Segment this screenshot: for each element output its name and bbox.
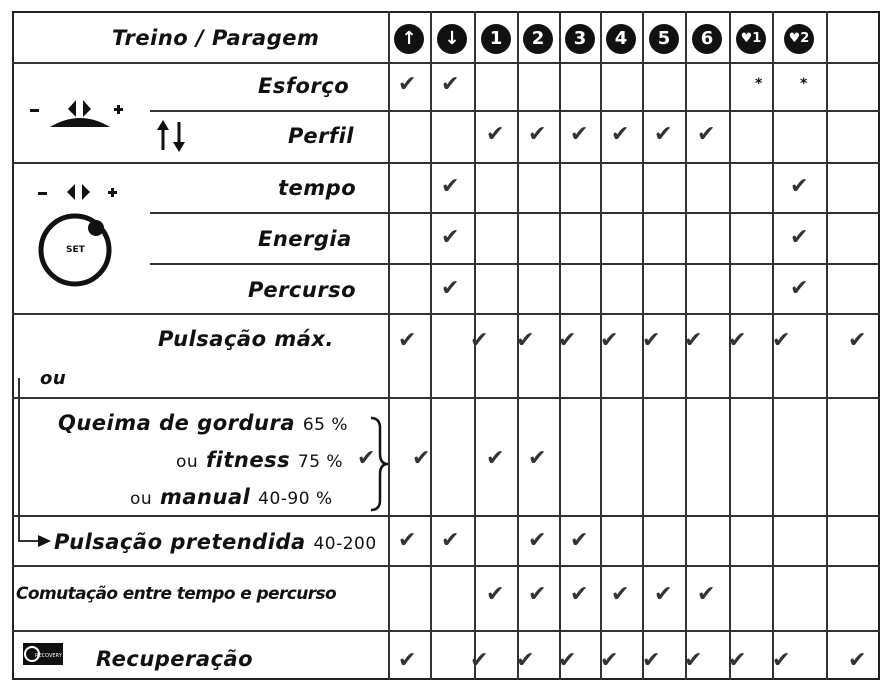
col-program-4: 4 <box>606 24 636 54</box>
check-mark: ✔ <box>398 528 417 553</box>
check-mark: ✔ <box>570 528 589 553</box>
check-mark: ✔ <box>441 174 460 199</box>
row-divider <box>12 630 880 632</box>
check-mark: ✔ <box>441 225 460 250</box>
check-mark: ✔ <box>357 446 376 471</box>
up-down-arrows-icon <box>155 118 187 154</box>
check-mark: ✔ <box>398 72 417 97</box>
check-mark: ✔ <box>697 582 716 607</box>
col-program-3: 3 <box>565 24 595 54</box>
row-divider <box>150 263 880 265</box>
asterisk-mark: * <box>800 76 808 92</box>
check-mark: ✔ <box>642 328 661 353</box>
check-mark: ✔ <box>486 582 505 607</box>
check-mark: ✔ <box>772 328 791 353</box>
check-mark: ✔ <box>570 122 589 147</box>
check-mark: ✔ <box>772 648 791 673</box>
check-mark: ✔ <box>570 582 589 607</box>
header-title: Treino / Paragem <box>112 26 320 50</box>
arrow-right-icon <box>38 534 52 548</box>
check-mark: ✔ <box>684 648 703 673</box>
recovery-label: RECOVERY <box>35 653 62 659</box>
check-mark: ✔ <box>558 328 577 353</box>
check-mark: ✔ <box>412 446 431 471</box>
connector-line <box>18 378 20 540</box>
row-divider <box>12 313 880 315</box>
check-mark: ✔ <box>528 528 547 553</box>
check-mark: ✔ <box>654 582 673 607</box>
col-down-icon: ↓ <box>437 24 467 54</box>
asterisk-mark: * <box>755 76 763 92</box>
check-mark: ✔ <box>528 582 547 607</box>
col-heart-2-icon: ♥2 <box>784 24 814 54</box>
row-queima: Queima de gordura 65 % <box>58 411 349 435</box>
col-heart-1-icon: ♥1 <box>736 24 766 54</box>
row-comutacao: Comutação entre tempo e percurso <box>16 584 337 604</box>
check-mark: ✔ <box>611 582 630 607</box>
row-fitness: ou fitness 75 % <box>176 448 344 472</box>
check-mark: ✔ <box>790 174 809 199</box>
check-mark: ✔ <box>470 648 489 673</box>
check-mark: ✔ <box>398 648 417 673</box>
row-percurso: Percurso <box>248 278 357 302</box>
check-mark: ✔ <box>470 328 489 353</box>
check-mark: ✔ <box>486 446 505 471</box>
col-program-1: 1 <box>481 24 511 54</box>
check-mark: ✔ <box>790 225 809 250</box>
row-energia: Energia <box>258 227 352 251</box>
row-divider <box>150 212 880 214</box>
check-mark: ✔ <box>642 648 661 673</box>
check-mark: ✔ <box>728 648 747 673</box>
check-mark: ✔ <box>600 648 619 673</box>
row-ou: ou <box>40 368 67 389</box>
check-mark: ✔ <box>654 122 673 147</box>
row-divider <box>12 397 880 399</box>
col-up-icon: ↑ <box>394 24 424 54</box>
check-mark: ✔ <box>441 528 460 553</box>
col-program-2: 2 <box>523 24 553 54</box>
row-divider <box>12 162 880 164</box>
recovery-icon <box>22 640 64 670</box>
check-mark: ✔ <box>516 328 535 353</box>
row-esforco: Esforço <box>258 74 350 98</box>
check-mark: ✔ <box>684 328 703 353</box>
check-mark: ✔ <box>728 328 747 353</box>
row-divider <box>150 110 880 112</box>
adjust-slider-icon <box>30 95 130 135</box>
row-manual: ou manual 40-90 % <box>130 485 333 509</box>
check-mark: ✔ <box>398 328 417 353</box>
col-program-6: 6 <box>692 24 722 54</box>
row-divider <box>12 565 880 567</box>
row-divider <box>12 62 880 64</box>
check-mark: ✔ <box>790 276 809 301</box>
row-divider <box>12 515 880 517</box>
check-mark: ✔ <box>848 648 867 673</box>
check-mark: ✔ <box>486 122 505 147</box>
check-mark: ✔ <box>848 328 867 353</box>
col-program-5: 5 <box>649 24 679 54</box>
row-pulsacao-max: Pulsação máx. <box>158 327 334 351</box>
check-mark: ✔ <box>441 276 460 301</box>
row-pulsacao-pretendida: Pulsação pretendida 40-200 <box>54 530 377 554</box>
check-mark: ✔ <box>611 122 630 147</box>
check-mark: ✔ <box>697 122 716 147</box>
connector-line <box>18 540 40 542</box>
check-mark: ✔ <box>558 648 577 673</box>
row-recuperacao: Recuperação <box>96 647 254 671</box>
check-mark: ✔ <box>528 122 547 147</box>
check-mark: ✔ <box>516 648 535 673</box>
row-perfil: Perfil <box>288 124 354 148</box>
check-mark: ✔ <box>441 72 460 97</box>
check-mark: ✔ <box>600 328 619 353</box>
row-tempo: tempo <box>278 176 357 200</box>
set-knob-icon <box>32 180 132 290</box>
check-mark: ✔ <box>528 446 547 471</box>
set-label: SET <box>66 245 85 255</box>
